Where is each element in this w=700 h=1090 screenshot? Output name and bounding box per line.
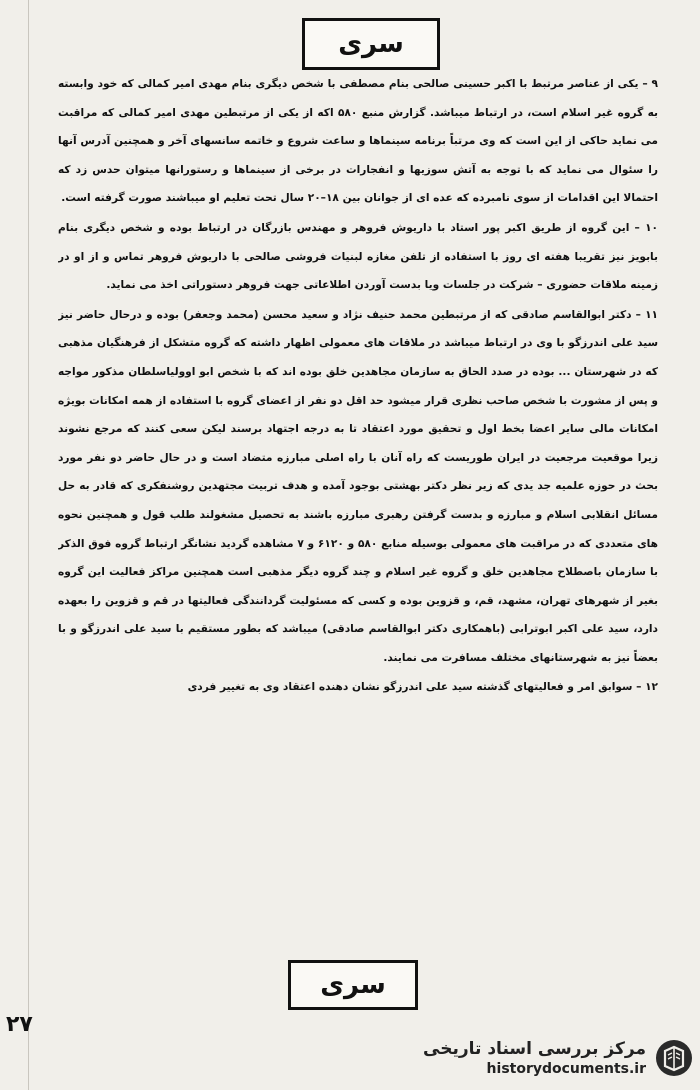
paragraph-9: ۹ – یکی از عناصر مرتبط با اکبر حسینی صالحی بنام مصطفی با شخص دیگری بنام مهدی امیر کمالی که خود وابسته به گروه غیر اسلام است، در ارتباط میباشد. گزارش منبع ۵۸۰ اکه از یکی از مرتبطین مهدی امیر کمالی که مراقبت می نماید حاکی از این است که وی مرتباً برنامه سینماها و ساعت شروع و خاتمه سانسهای آخر و همچنین آدرس آنها را سئوال می نماید که با توجه به آتش سوزیها و انفجارات در برخی از سینماها و رستورانها میتوان حدس زد که احتمالا این اقدامات از سوی نامبرده که عده ای از جوانان بین ۱۸–۲۰ سال تحت تعلیم او میباشند صورت گرفته است. [58,78,658,205]
watermark-title: مرکز بررسی اسناد تاریخی [423,1039,646,1059]
paragraph-11: ۱۱ – دکتر ابوالقاسم صادقی که از مرتبطین محمد حنیف نژاد و سعید محسن (محمد وجعفر) بوده و درحال حاضر نیز سید علی اندرزگو با وی در ارتباط میباشد در ملاقات های معمولی اظهار داشته که گروه متشکل از فرهنگیان مذهبی که در شهرستان ... بوده در صدد الحاق به سازمان مجاهدین خلق بوده اند که با شخص ابو اوولیاسلطان مذکور مواجه و پس از مشورت با شخص صاحب نظری قرار میشود حد اقل دو نفر از اعضای گروه با استفاده از همه امکانات بویژه امکانات مالی سایر اعضا بخط اول و تحقیق مورد اعتقاد تا به درجه اجتهاد برسند لیکن سعی کنند که مرجع نشوند زیرا موقعیت مرجعیت در ایران طوریست که راه آنان با راه اصلی مبارزه متضاد است و در حال حاضر دو نفر مورد بحث در حوزه علمیه جد یدی که زیر نظر دکتر بهشتی بوجود آمده و هدف تربیت مجتهدین روشنفکری که قادر به حل مسائل انقلابی اسلام و مبارزه و بدست گرفتن رهبری مبارزه باشند به تحصیل مشغولند طلب قول و همچنین نحوه های متعددی که در مراقبت های معمولی بوسیله منابع ۵۸۰ و ۶۱۲۰ و ۷ مشاهده گردید نشانگر ارتباط گروه فوق الذکر با سازمان باصطلاح مجاهدین خلق و گروه غیر اسلام و چند گروه دیگر مذهبی است همچنین مراکز فعالیت این گروه بغیر از شهرهای تهران، مشهد، قم، و قزوین بوده و کسی که مسئولیت گردانندگی فعالیتها در قم و قزوین را بعهده دارد، سید علی اکبر ابوترابی (باهمکاری دکتر ابوالقاسم صادقی) میباشد که بطور مستقیم با سید علی اندرزگو و با بعضاً نیز به شهرستانهای مختلف مسافرت می نمایند. [58,308,658,664]
watermark-text [423,1038,646,1078]
paragraph-10: ۱۰ – این گروه از طریق اکبر پور استاد با داریوش فروهر و مهندس بازرگان در ارتباط بوده و شخص دیگری بنام بابویز نیز تقریبا هفته ای روز با استفاده از تلفن مغازه لبنیات فروشی صالحی با داریوش فروهر تماس و از او در زمینه ملاقات حضوری – شرکت در جلسات ویا بدست آوردن اطلاعاتی جهت فروهر دستوراتی اخذ می نماید. [58,221,658,292]
page-number: ۲۷ [6,1012,33,1037]
page-margin-line [28,0,29,1090]
archive-watermark [412,1030,694,1086]
archive-logo-icon [654,1038,694,1078]
classification-stamp-top: سری [302,18,440,70]
watermark-url: historydocuments.ir [486,1061,646,1077]
paragraph-12: ۱۲ – سوابق امر و فعالیتهای گذشته سید علی اندرزگو نشان دهنده اعتقاد وی به تغییر فردی [187,681,658,694]
document-body [58,70,658,910]
classification-stamp-bottom: سری [288,960,418,1010]
